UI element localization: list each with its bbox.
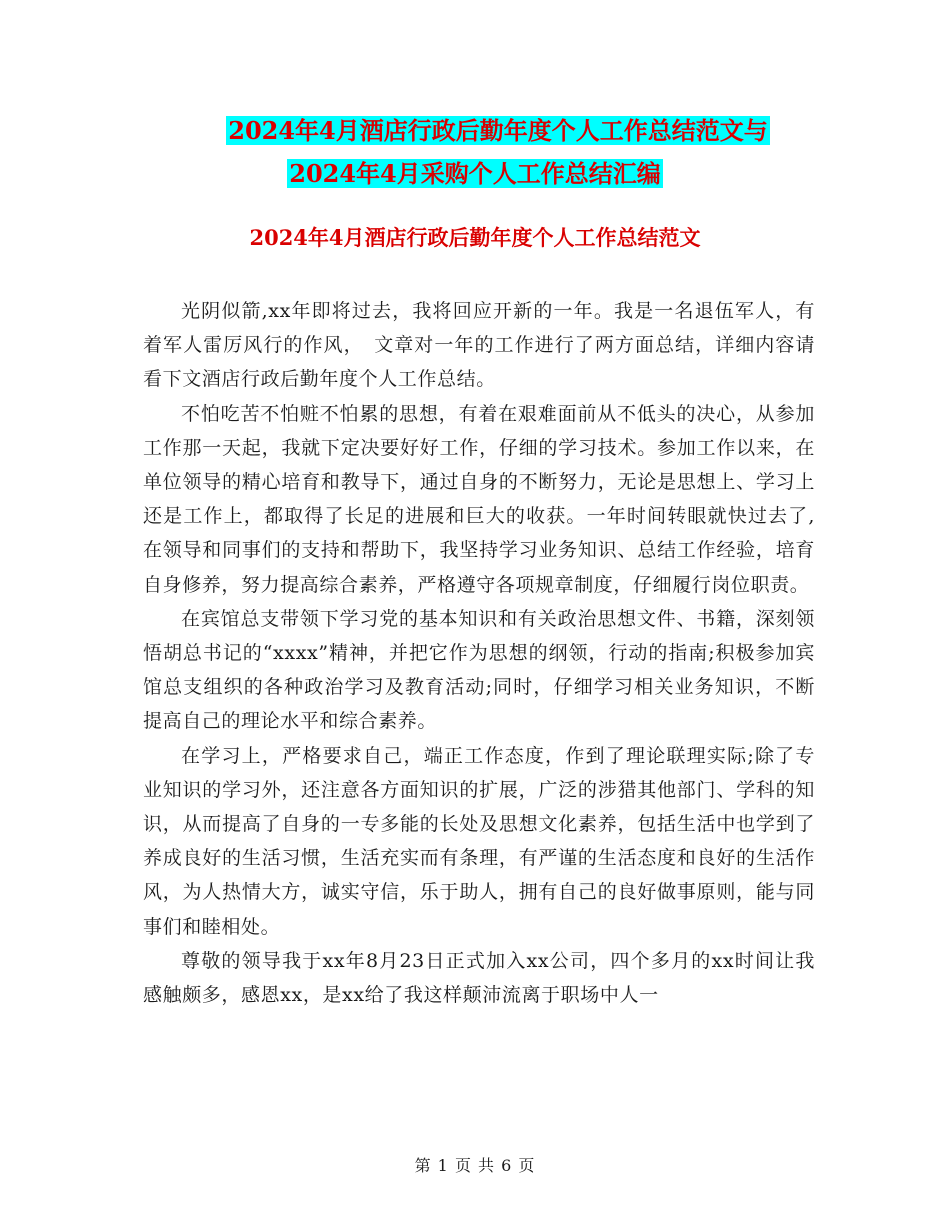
paragraph-1: 光阴似箭,xx年即将过去，我将回应开新的一年。我是一名退伍军人，有着军人雷厉风行的作风， 文章对一年的工作进行了两方面总结，详细内容请看下文酒店行政后勤年度个人工作总结。 bbox=[143, 300, 815, 391]
section-title: 2024年4月酒店行政后勤年度个人工作总结范文 bbox=[249, 225, 701, 250]
paragraph-3: 在宾馆总支带领下学习党的基本知识和有关政治思想文件、书籍，深刻领悟胡总书记的“xxxx”精神，并把它作为思想的纲领，行动的指南;积极参加宾馆总支组织的各种政治学习及教育活动;同时，仔细学习相关业务知识，不断提高自己的理论水平和综合素养。 bbox=[143, 607, 815, 733]
document-body bbox=[143, 294, 815, 1012]
paragraph-5: 尊敬的领导我于xx年8月23日正式加入xx公司，四个多月的xx时间让我感触颇多，感恩xx，是xx给了我这样颠沛流离于职场中人一 bbox=[143, 949, 815, 1007]
title-highlight-2: 2024年4月采购个人工作总结汇编 bbox=[289, 159, 661, 188]
document-title-line-2 bbox=[0, 156, 950, 192]
title-highlight-1: 2024年4月酒店行政后勤年度个人工作总结范文与 bbox=[228, 116, 768, 145]
paragraph-2: 不怕吃苦不怕赃不怕累的思想，有着在艰难面前从不低头的决心，从参加工作那一天起，我就下定决要好好工作，仔细的学习技术。参加工作以来，在单位领导的精心培育和教导下，通过自身的不断努力，无论是思想上、学习上还是工作上，都取得了长足的进展和巨大的收获。一年时间转眼就快过去了,在领导和同事们的支持和帮助下，我坚持学习业务知识、总结工作经验，培育自身修养，努力提高综合素养，严格遵守各项规章制度，仔细履行岗位职责。 bbox=[143, 402, 815, 596]
document-title-line-1 bbox=[0, 113, 950, 149]
paragraph-4: 在学习上，严格要求自己，端正工作态度，作到了理论联理实际;除了专业知识的学习外，还注意各方面知识的扩展，广泛的涉猎其他部门、学科的知识，从而提高了自身的一专多能的长处及思想文化素养，包括生活中也学到了养成良好的生活习惯，生活充实而有条理，有严谨的生活态度和良好的生活作风，为人热情大方，诚实守信，乐于助人，拥有自己的良好做事原则，能与同事们和睦相处。 bbox=[143, 744, 815, 938]
page-footer: 第 1 页 共 6 页 bbox=[414, 1156, 536, 1175]
